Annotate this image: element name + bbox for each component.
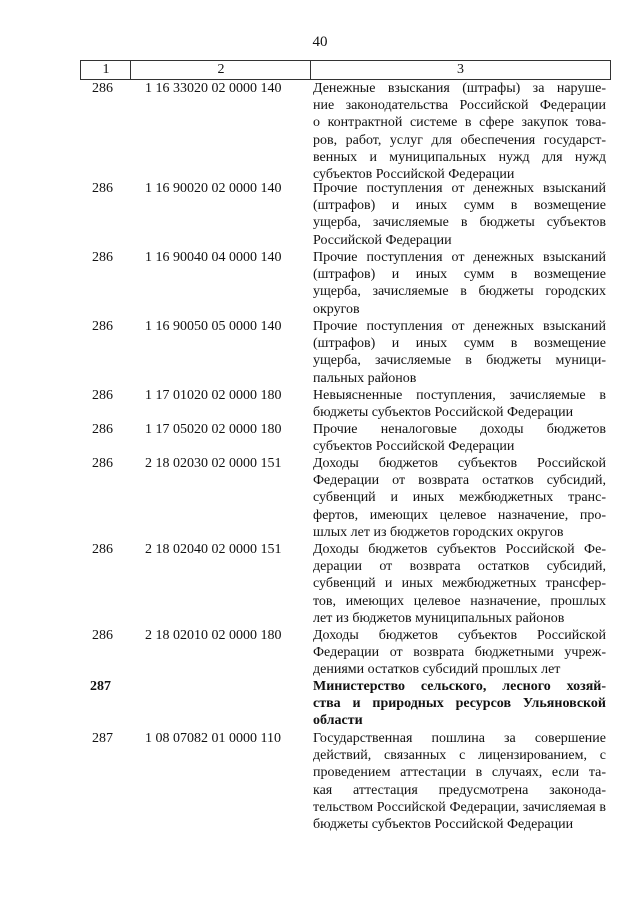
row-description bbox=[313, 318, 606, 387]
budget-code: 2 18 02030 02 0000 151 bbox=[145, 456, 282, 471]
description-line: действий, связанных с лицензированием, с bbox=[313, 748, 606, 764]
description-line: ущерба, зачисляемые в бюджеты субъектов bbox=[313, 215, 606, 231]
table-header-col2: 2 bbox=[130, 60, 311, 80]
row-number: 287 bbox=[92, 731, 113, 746]
row-description bbox=[313, 730, 606, 833]
description-line: Доходы бюджетов субъектов Российской bbox=[313, 456, 606, 471]
row-description bbox=[313, 180, 606, 249]
description-line: кая аттестация предусмотрена законода- bbox=[313, 782, 606, 798]
description-line: субъектов Российской Федерации bbox=[313, 167, 515, 183]
description-line: (штрафов) и иных сумм в возмещение bbox=[313, 198, 606, 214]
description-line: Федерации от возврата бюджетными учреж- bbox=[313, 645, 606, 661]
description-line: Министерство сельского, лесного хозяй- bbox=[313, 679, 606, 694]
budget-code: 1 08 07082 01 0000 110 bbox=[145, 731, 281, 746]
row-number: 286 bbox=[92, 81, 113, 96]
row-number: 286 bbox=[92, 181, 113, 196]
description-line: округов bbox=[313, 301, 360, 317]
row-description bbox=[313, 80, 606, 183]
description-line: области bbox=[313, 713, 363, 729]
budget-code: 2 18 02010 02 0000 180 bbox=[145, 628, 282, 643]
description-line: пальных районов bbox=[313, 370, 417, 386]
row-number: 286 bbox=[92, 628, 113, 643]
row-number: 286 bbox=[92, 542, 113, 557]
description-line: (штрафов) и иных сумм в возмещение bbox=[313, 336, 606, 352]
description-line: субвенций и иных межбюджетных трансфер- bbox=[313, 576, 606, 592]
description-line: (штрафов) и иных сумм в возмещение bbox=[313, 267, 606, 283]
description-line: тов, имеющих целевое назначение, прошлых bbox=[313, 593, 606, 609]
description-line: ущерба, зачисляемые в бюджеты городских bbox=[313, 284, 606, 300]
row-number: 286 bbox=[92, 388, 113, 403]
row-number: 286 bbox=[92, 422, 113, 437]
row-number: 287 bbox=[90, 679, 111, 694]
description-line: Прочие поступления от денежных взысканий bbox=[313, 181, 606, 196]
budget-code: 1 16 33020 02 0000 140 bbox=[145, 81, 282, 96]
description-line: ущерба, зачисляемые в бюджеты муници- bbox=[313, 353, 606, 369]
description-line: дерации от возврата остатков субсидий, bbox=[313, 559, 606, 575]
description-line: Федерации от возврата остатков субсидий, bbox=[313, 473, 606, 489]
description-line: ров, работ, услуг для обеспечения государст- bbox=[313, 132, 606, 148]
description-line: тельством Российской Федерации, зачисляемая в bbox=[313, 799, 606, 815]
row-number: 286 bbox=[92, 456, 113, 471]
budget-code: 1 16 90020 02 0000 140 bbox=[145, 181, 282, 196]
description-line: Невыясненные поступления, зачисляемые в bbox=[313, 388, 606, 403]
description-line: Государственная пошлина за совершение bbox=[313, 731, 606, 746]
description-line: Денежные взыскания (штрафы) за наруше- bbox=[313, 81, 606, 96]
description-line: Прочие поступления от денежных взысканий bbox=[313, 250, 606, 265]
budget-code: 2 18 02040 02 0000 151 bbox=[145, 542, 282, 557]
description-line: дениями остатков субсидий прошлых лет bbox=[313, 662, 561, 678]
description-line: Прочие неналоговые доходы бюджетов bbox=[313, 422, 606, 437]
description-line: Российской Федерации bbox=[313, 232, 452, 248]
row-description bbox=[313, 421, 606, 455]
table-header-col3: 3 bbox=[310, 60, 611, 80]
budget-code: 1 16 90050 05 0000 140 bbox=[145, 319, 282, 334]
description-line: Доходы бюджетов субъектов Российской bbox=[313, 628, 606, 643]
description-line: субвенций и иных межбюджетных транс- bbox=[313, 490, 606, 506]
description-line: венных и муниципальных нужд для нужд bbox=[313, 149, 606, 165]
description-line: субъектов Российской Федерации bbox=[313, 439, 515, 455]
description-line: Доходы бюджетов субъектов Российской Фе- bbox=[313, 542, 606, 557]
page-number: 40 bbox=[312, 34, 328, 50]
budget-code: 1 17 01020 02 0000 180 bbox=[145, 388, 282, 403]
description-line: ние законодательства Российской Федерации bbox=[313, 98, 606, 114]
budget-code: 1 17 05020 02 0000 180 bbox=[145, 422, 282, 437]
table-header-col1: 1 bbox=[80, 60, 131, 80]
row-description bbox=[313, 541, 606, 627]
description-line: бюджеты субъектов Российской Федерации bbox=[313, 405, 574, 421]
row-description bbox=[313, 627, 606, 679]
description-line: Прочие поступления от денежных взысканий bbox=[313, 319, 606, 334]
description-line: о контрактной системе в сфере закупок това- bbox=[313, 115, 606, 131]
row-number: 286 bbox=[92, 319, 113, 334]
row-description bbox=[313, 249, 606, 318]
row-description bbox=[313, 455, 606, 541]
description-line: бюджеты субъектов Российской Федерации bbox=[313, 817, 574, 833]
budget-code: 1 16 90040 04 0000 140 bbox=[145, 250, 282, 265]
row-description bbox=[313, 678, 606, 730]
description-line: ства и природных ресурсов Ульяновской bbox=[313, 696, 606, 712]
description-line: фертов, имеющих целевое назначение, про- bbox=[313, 507, 606, 523]
description-line: проведением аттестации в случаях, если та- bbox=[313, 765, 606, 781]
description-line: лет из бюджетов муниципальных районов bbox=[313, 610, 565, 626]
row-number: 286 bbox=[92, 250, 113, 265]
description-line: шлых лет из бюджетов городских округов bbox=[313, 524, 564, 540]
row-description bbox=[313, 387, 606, 421]
